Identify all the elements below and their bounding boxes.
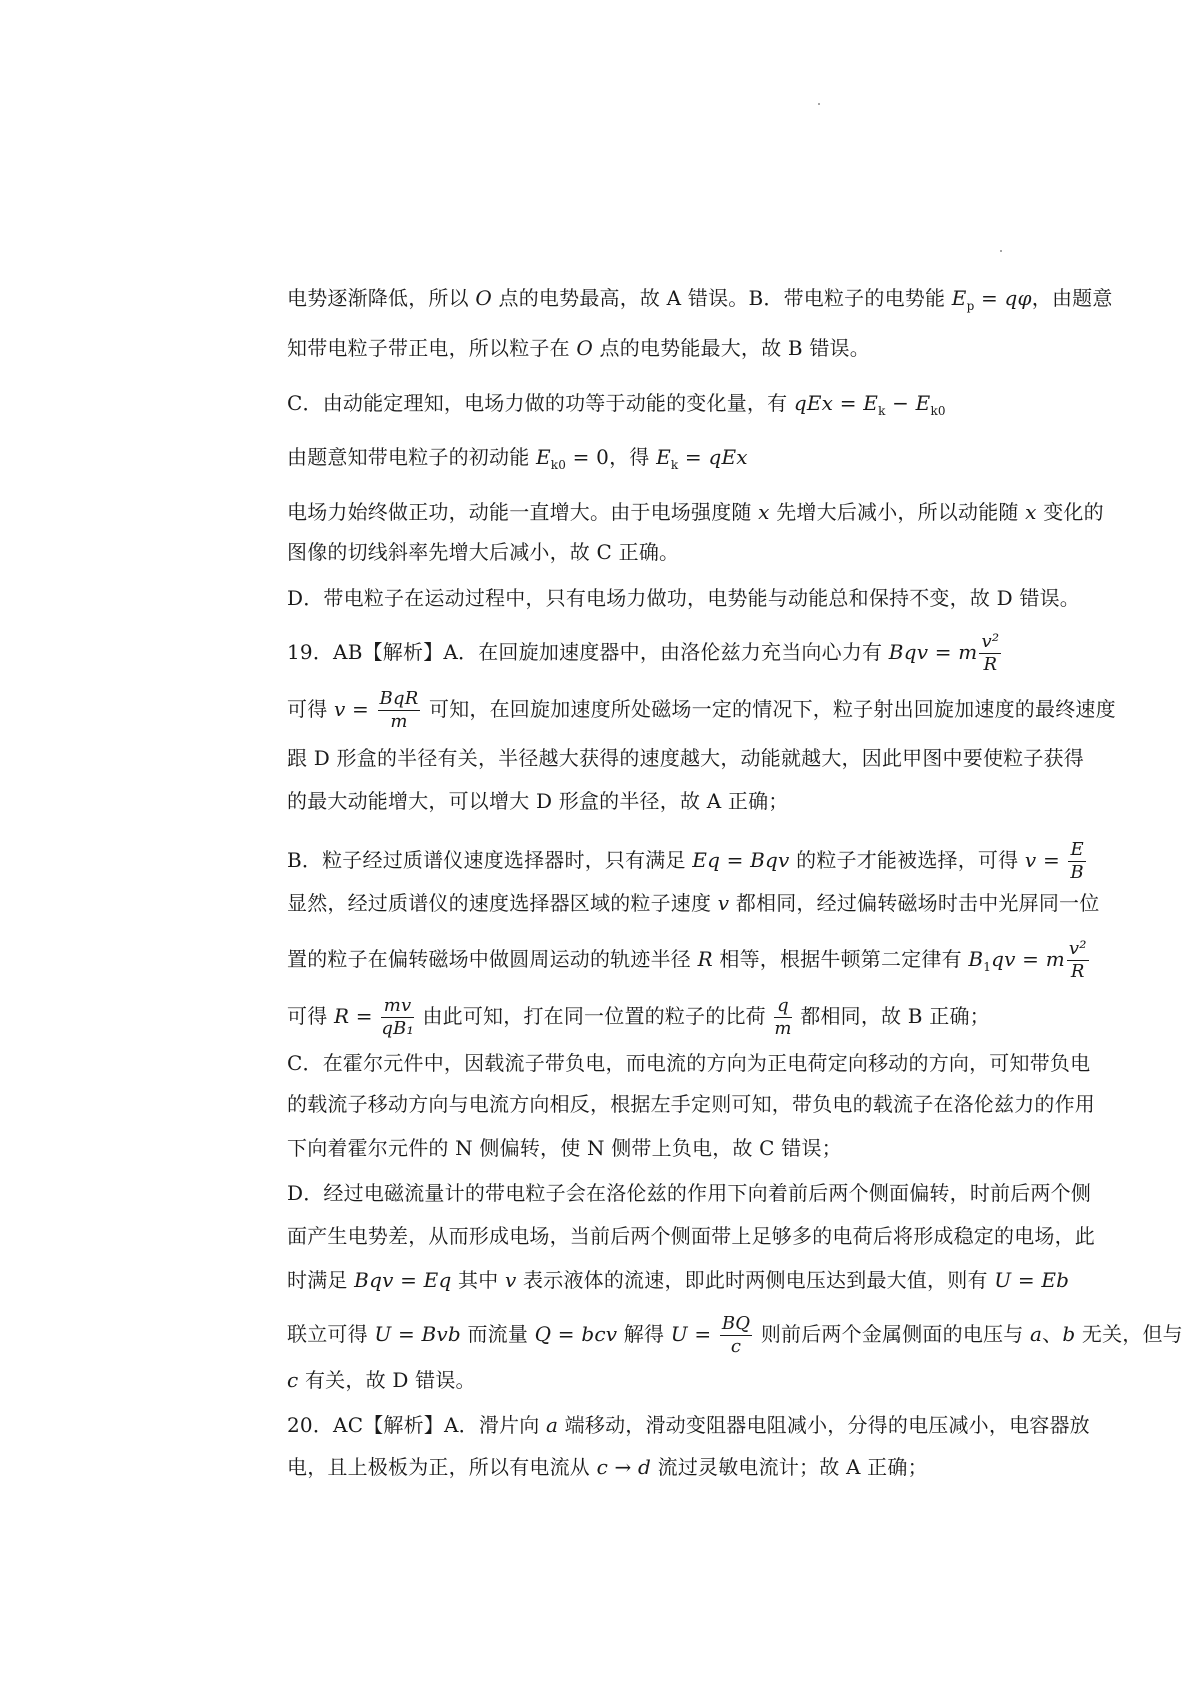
math-symbol: c bbox=[596, 1455, 608, 1479]
math-fraction bbox=[1067, 940, 1089, 981]
math-fraction bbox=[1068, 841, 1085, 882]
fraction-denominator: m bbox=[774, 1018, 792, 1039]
math-subscript: 1 bbox=[983, 960, 992, 974]
text-line bbox=[287, 1265, 1127, 1295]
text-run: 解得 bbox=[617, 1322, 671, 1346]
text-line bbox=[287, 1133, 1127, 1163]
fraction-denominator: c bbox=[730, 1336, 742, 1357]
math-subscript: k0 bbox=[550, 458, 567, 472]
scan-speck bbox=[1000, 250, 1002, 252]
text-run: ，由题意 bbox=[1031, 286, 1113, 310]
text-run: 由题意知带电粒子的初动能 bbox=[287, 445, 536, 469]
math-symbol: Bvb bbox=[421, 1322, 461, 1346]
text-run: 面产生电势差，从而形成电场，当前后两个侧面带上足够多的电荷后将形成稳定的电场，此 bbox=[287, 1224, 1095, 1248]
text-run: = bbox=[345, 697, 376, 721]
math-symbol: qEx bbox=[793, 391, 834, 415]
math-symbol: E bbox=[951, 286, 967, 310]
text-run: 、 bbox=[1042, 1322, 1063, 1346]
fraction-denominator: qB₁ bbox=[381, 1018, 414, 1039]
text-run: 表示液体的流速，即此时两侧电压达到最大值，则有 bbox=[516, 1268, 995, 1292]
math-symbol: E bbox=[535, 445, 551, 469]
math-symbol: Bqv bbox=[888, 640, 929, 664]
text-run: 都相同，故 B 正确； bbox=[793, 1004, 990, 1028]
text-run: 相等，根据牛顿第二定律有 bbox=[712, 947, 969, 971]
math-symbol: a bbox=[546, 1413, 559, 1437]
text-line bbox=[287, 388, 1127, 426]
text-line bbox=[287, 690, 1127, 731]
math-symbol: Q bbox=[534, 1322, 552, 1346]
fraction-denominator: B bbox=[1070, 862, 1084, 883]
math-subscript: k bbox=[878, 404, 886, 418]
math-symbol: U bbox=[994, 1268, 1012, 1292]
text-run: 显然，经过质谱仪的速度选择器区域的粒子速度 bbox=[287, 891, 718, 915]
text-line bbox=[287, 1313, 1183, 1357]
fraction-denominator: m bbox=[390, 711, 408, 732]
math-symbol: O bbox=[475, 286, 492, 310]
text-run: 点的电势能最大，故 B 错误。 bbox=[592, 336, 870, 360]
text-run: 流过灵敏电流计；故 A 正确； bbox=[651, 1455, 928, 1479]
text-run: C．在霍尔元件中，因载流子带负电，而电流的方向为正电荷定向移动的方向，可知带负电 bbox=[287, 1051, 1091, 1075]
math-symbol: b bbox=[1062, 1322, 1076, 1346]
text-run: = bbox=[687, 1322, 718, 1346]
text-run: 由此可知，打在同一位置的粒子的比荷 bbox=[415, 1004, 773, 1028]
math-symbol: U bbox=[670, 1322, 688, 1346]
fraction-numerator: q bbox=[774, 997, 791, 1018]
text-line bbox=[287, 1221, 1127, 1251]
text-run: 先增大后减小，所以动能随 bbox=[769, 500, 1026, 524]
text-run: = bbox=[1036, 848, 1067, 872]
text-run: = bbox=[928, 640, 959, 664]
math-fraction bbox=[381, 997, 414, 1038]
text-run: = bbox=[1011, 1268, 1042, 1292]
text-run: 知带电粒子带正电，所以粒子在 bbox=[287, 336, 577, 360]
text-line bbox=[287, 497, 1127, 527]
math-symbol: B bbox=[968, 947, 984, 971]
text-run: 的载流子移动方向与电流方向相反，根据左手定则可知，带负电的载流子在洛伦兹力的作用 bbox=[287, 1092, 1095, 1116]
math-symbol: Bqv bbox=[354, 1268, 394, 1292]
text-run: 电势逐渐降低，所以 bbox=[287, 286, 476, 310]
text-line bbox=[287, 583, 1127, 613]
text-run: 可得 bbox=[287, 697, 334, 721]
text-run: 则前后两个金属侧面的电压与 bbox=[754, 1322, 1030, 1346]
text-line bbox=[287, 1089, 1127, 1119]
text-line bbox=[287, 841, 1127, 882]
text-line bbox=[287, 997, 1127, 1038]
text-run: B．粒子经过质谱仪速度选择器时，只有满足 bbox=[287, 848, 693, 872]
text-run: 置的粒子在偏转磁场中做圆周运动的轨迹半径 bbox=[287, 947, 698, 971]
math-symbol: qEx bbox=[708, 445, 748, 469]
math-subscript: k bbox=[670, 458, 679, 472]
text-line bbox=[287, 940, 1127, 982]
math-symbol: R bbox=[697, 947, 713, 971]
text-run: − bbox=[885, 391, 916, 415]
text-line bbox=[287, 786, 1127, 816]
math-symbol: Eq bbox=[692, 848, 721, 872]
text-run: 有关，故 D 错误。 bbox=[298, 1368, 476, 1392]
text-run: = bbox=[349, 1004, 380, 1028]
text-run: → bbox=[607, 1455, 639, 1479]
math-symbol: v bbox=[1024, 848, 1037, 872]
math-symbol: Bqv bbox=[750, 848, 790, 872]
text-run: = bbox=[1015, 947, 1046, 971]
text-run: = bbox=[974, 286, 1005, 310]
text-run: 图像的切线斜率先增大后减小，故 C 正确。 bbox=[287, 540, 680, 564]
text-run: = bbox=[551, 1322, 582, 1346]
math-fraction bbox=[979, 633, 1001, 674]
text-run: = bbox=[833, 391, 864, 415]
math-symbol: E bbox=[656, 445, 671, 469]
math-subscript: p bbox=[966, 299, 975, 313]
text-run: 电，且上极板为正，所以有电流从 bbox=[287, 1455, 597, 1479]
math-fraction bbox=[774, 997, 791, 1038]
math-symbol: x bbox=[758, 500, 770, 524]
fraction-numerator: v² bbox=[1068, 938, 1087, 959]
math-symbol: Eb bbox=[1041, 1268, 1070, 1292]
text-line bbox=[287, 1048, 1127, 1078]
text-run: 点的电势最高，故 A 错误。B．带电粒子的电势能 bbox=[491, 286, 952, 310]
math-fraction bbox=[378, 690, 421, 731]
text-run: C．由动能定理知，电场力做的功等于动能的变化量，有 bbox=[287, 391, 794, 415]
text-run: = 0，得 bbox=[566, 445, 657, 469]
math-symbol: a bbox=[1029, 1322, 1043, 1346]
text-run: 变化的 bbox=[1036, 500, 1104, 524]
text-run: D．带电粒子在运动过程中，只有电场力做功，电势能与动能总和保持不变，故 D 错误。 bbox=[287, 586, 1080, 610]
math-symbol: d bbox=[638, 1455, 652, 1479]
text-run: 可知，在回旋加速度所处磁场一定的情况下，粒子射出回旋加速度的最终速度 bbox=[422, 697, 1116, 721]
text-run: 联立可得 bbox=[287, 1322, 375, 1346]
math-symbol: m bbox=[958, 640, 978, 664]
text-line bbox=[287, 1178, 1127, 1208]
text-line bbox=[287, 743, 1127, 773]
fraction-numerator: v² bbox=[981, 631, 1000, 652]
text-run: 时满足 bbox=[287, 1268, 355, 1292]
math-fraction bbox=[720, 1315, 752, 1356]
math-symbol: R bbox=[333, 1004, 350, 1028]
fraction-numerator: BqR bbox=[379, 688, 419, 709]
text-run: 电场力始终做正功，动能一直增大。由于电场强度随 bbox=[287, 500, 759, 524]
math-symbol: v bbox=[504, 1268, 517, 1292]
math-symbol: m bbox=[1045, 947, 1065, 971]
math-symbol: qφ bbox=[1004, 286, 1032, 310]
text-run: = bbox=[393, 1268, 424, 1292]
text-run: 下向着霍尔元件的 N 侧偏转，使 N 侧带上负电，故 C 错误； bbox=[287, 1136, 842, 1160]
text-run: 20．AC【解析】A．滑片向 bbox=[287, 1413, 546, 1437]
text-run: 无关，但与 bbox=[1075, 1322, 1183, 1346]
math-subscript: k0 bbox=[930, 404, 946, 418]
text-run: 都相同，经过偏转磁场时击中光屏同一位 bbox=[729, 891, 1100, 915]
math-symbol: O bbox=[576, 336, 593, 360]
text-line bbox=[287, 1452, 1127, 1482]
text-run: = bbox=[391, 1322, 422, 1346]
text-run: = bbox=[720, 848, 751, 872]
text-run: 其中 bbox=[451, 1268, 505, 1292]
fraction-denominator: R bbox=[1070, 961, 1085, 982]
math-symbol: U bbox=[374, 1322, 392, 1346]
text-line bbox=[287, 333, 1127, 363]
text-run: 的粒子才能被选择，可得 bbox=[789, 848, 1025, 872]
text-run: 的最大动能增大，可以增大 D 形盒的半径，故 A 正确； bbox=[287, 789, 789, 813]
fraction-numerator: BQ bbox=[721, 1313, 751, 1334]
math-symbol: E bbox=[863, 391, 879, 415]
text-run: 19．AB【解析】A．在回旋加速度器中，由洛伦兹力充当向心力有 bbox=[287, 640, 889, 664]
math-symbol: bcv bbox=[581, 1322, 618, 1346]
text-line bbox=[287, 1410, 1127, 1440]
text-line bbox=[287, 888, 1127, 918]
text-run: 跟 D 形盒的半径有关，半径越大获得的速度越大，动能就越大，因此甲图中要使粒子获得 bbox=[287, 746, 1084, 770]
text-line bbox=[287, 537, 1127, 567]
scan-speck bbox=[818, 103, 820, 105]
text-run: D．经过电磁流量计的带电粒子会在洛伦兹的作用下向着前后两个侧面偏转，时前后两个侧 bbox=[287, 1181, 1092, 1205]
fraction-numerator: mv bbox=[381, 997, 414, 1018]
math-symbol: v bbox=[333, 697, 346, 721]
text-run: = bbox=[678, 445, 709, 469]
text-line bbox=[287, 1365, 1127, 1395]
math-symbol: qv bbox=[991, 947, 1016, 971]
math-symbol: x bbox=[1025, 500, 1037, 524]
math-symbol: E bbox=[915, 391, 931, 415]
text-line bbox=[287, 633, 1127, 674]
math-symbol: v bbox=[717, 891, 730, 915]
text-line bbox=[287, 283, 1127, 321]
text-line bbox=[287, 442, 1127, 480]
text-run: 可得 bbox=[287, 1004, 334, 1028]
math-symbol: Eq bbox=[423, 1268, 452, 1292]
fraction-numerator: E bbox=[1070, 839, 1084, 860]
text-run: 端移动，滑动变阻器电阻减小，分得的电压减小，电容器放 bbox=[558, 1413, 1090, 1437]
math-symbol: c bbox=[287, 1368, 299, 1392]
text-run: 而流量 bbox=[460, 1322, 535, 1346]
fraction-denominator: R bbox=[983, 654, 998, 675]
